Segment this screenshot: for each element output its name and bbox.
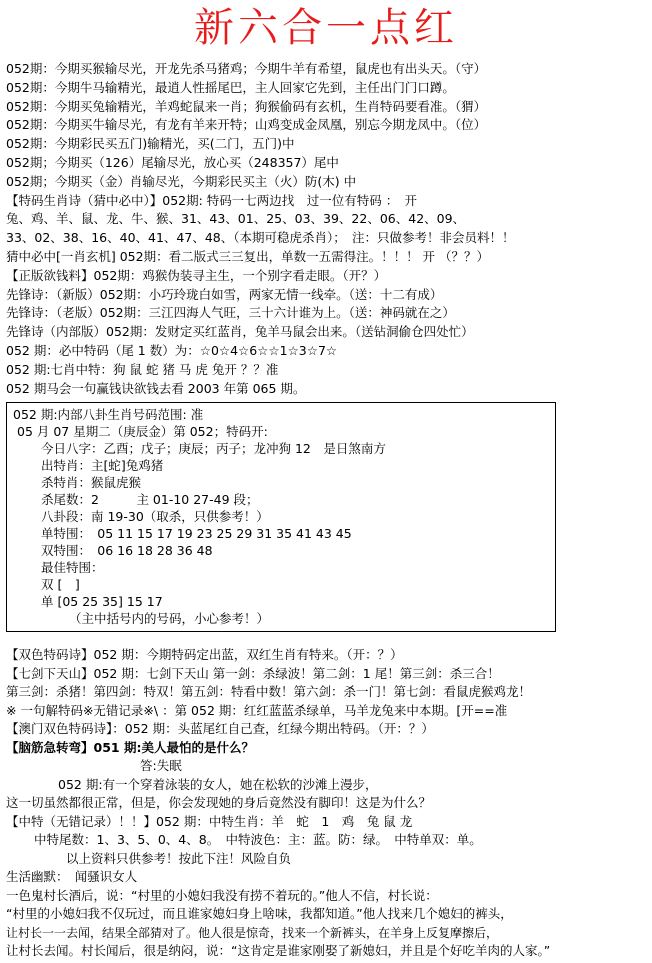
text-line: 让村长去闻。村长闻后，很是纳闷，说：“这肯定是谁家刚娶了新媳妇，并且是个好吃羊肉的人家。” <box>6 943 551 959</box>
text-line: 052 期：必中特码（尾 1 数）为：☆0☆4☆6☆☆1☆3☆7☆ <box>6 343 338 358</box>
page-title: 新六合一点红 <box>194 5 458 51</box>
text-line: 052期：今期彩民买五门)输精光，买(二门，五门)中 <box>6 136 295 152</box>
box-line: 双特围： 06 16 18 28 36 48 <box>41 543 213 559</box>
box-line: 杀特肖：猴鼠虎猴 <box>41 475 142 491</box>
text-line: 052期；今期买（126）尾输尽光，放心买（248357）尾中 <box>6 155 339 170</box>
text-line: “村里的小媳妇我不仅玩过，而且谁家媳妇身上啥味，我都知道。”他人找来几个媳妇的裤头， <box>6 906 513 922</box>
text-line: 052期：今期买猴输尽光，开龙先杀马猪鸡；今期牛羊有希望，鼠虎也有出头天。（守） <box>6 61 487 76</box>
text-line: 052 期马会一句赢钱诀欲钱去看 2003 年第 065 期。 <box>6 380 306 396</box>
text-line: 中特尾数：1、3、5、0、4、8。 中特波色：主：蓝。防：绿。 中特单双：单。 <box>34 832 482 848</box>
text-line: 052期：今期牛马输精光，最逍人性摇尾巴，主人回家它先到，主任出门门口蹲。 <box>6 79 455 95</box>
box-line: 052 期:内部八卦生肖号码范围: 准 <box>13 407 204 423</box>
text-line: 先锋诗：（新版）052期：小巧玲珑白如雪，两家无情一线牵。（送：十二有成） <box>6 286 443 302</box>
text-line: 【特码生肖诗（猜中必中）】052期: 特码一七两边找 过一位有特码 ： 开 <box>6 192 418 208</box>
text-line: 【澳门双色特码诗】：052 期：头蓝尾红自己查，红绿今期出特码。（开：？） <box>6 721 434 737</box>
text-line: 【脑筋急转弯】051 期:美人最怕的是什么？ <box>6 739 254 755</box>
text-line: 猜中必中[一肖玄机] 052期：看二版式三三复出，单数一五需得注。！！！ 开 （？？） <box>6 249 490 264</box>
box-line: 出特肖：主[蛇]兔鸡猪 <box>41 458 164 474</box>
text-line: 先锋诗（内部版）052期：发财定买红蓝肖，兔羊马鼠会出来。（送钻洞偷仓四处忙） <box>6 324 474 340</box>
text-line: 生活幽默： 闻骚识女人 <box>6 869 138 885</box>
text-line: 052期；今期买（金）肖输尽光，今期彩民买主（火）防(木) 中 <box>6 173 357 189</box>
box-line: 单特围： 05 11 15 17 19 23 25 29 31 35 41 43 45 <box>41 526 352 542</box>
text-line: 答:失眠 <box>140 758 182 774</box>
text-line: 先锋诗：（老版）052期：三江四海人气旺，三十六计谁为上。（送：神码就在之） <box>6 305 455 321</box>
box-line: 双 [ ] <box>41 577 80 593</box>
text-line: 兔、鸡、羊、鼠、龙、牛、猴、31、43、01、25、03、39、22、06、42、09、 <box>6 211 466 227</box>
text-line: 【七剑下天山】052 期：七剑下天山 第一剑：杀绿波！第二剑：1 尾！第三剑：杀三合！ <box>6 665 500 681</box>
box-line: 05 月 07 星期二（庚辰金）第 052；特码开: <box>17 424 268 440</box>
text-line: 以上资料只供参考！按此下注！风险自负 <box>66 850 292 866</box>
info-box <box>6 402 556 632</box>
box-line: 八卦段：南 19-30（取杀，只供参考！） <box>41 509 269 525</box>
box-line: 今日八字：乙酉；戊子；庚辰；丙子；龙冲狗 12 是日煞南方 <box>41 441 386 457</box>
text-line: 【双色特码诗】052 期：今期特码定出蓝，双红生肖有特来。（开：？） <box>6 647 403 663</box>
text-line: 052 期:七肖中特：狗 鼠 蛇 猪 马 虎 兔开 ？？准 <box>6 361 279 377</box>
box-line: （主中括号内的号码，小心参考！） <box>69 611 270 627</box>
text-line: 052期：今期买牛输尽光，有龙有羊来开特；山鸡变成金凤凰，别忘今期龙凤中。（位） <box>6 117 487 133</box>
text-line: 052期：今期买兔输精光，羊鸡蛇鼠来一肖；狗猴偷码有玄机，生肖特码要看准。（猬） <box>6 98 487 114</box>
text-line: 第三剑：杀猪！第四剑：特双！第五剑：特看中数！第六剑：杀一门！第七剑：看鼠虎猴鸡龙！ <box>6 684 532 700</box>
text-line: 052 期:有一个穿着泳装的女人，她在松软的沙滩上漫步， <box>58 776 378 792</box>
box-line: 最佳特围： <box>41 560 104 576</box>
box-line: 杀尾数：2 主 01-10 27-49 段； <box>41 492 259 508</box>
text-line: 【中特（无错记录）！！】052 期：中特生肖：羊 蛇 1 鸡 兔 鼠 龙 <box>6 813 413 829</box>
text-line: 让村长一一去闻，结果全部猜对了。他人很是惊奇，找来一个新裤头，在羊身上反复摩擦后， <box>6 925 499 940</box>
text-line: ※ 一句解特码※无错记录※\ ：第 052 期：红红蓝蓝杀绿单，马羊龙兔来中本期。[开==准 <box>6 702 508 718</box>
box-line: 单 [05 25 35] 15 17 <box>41 594 163 610</box>
text-line: 33、02、38、16、40、41、47、48、（本期可稳虎杀肖）； 注：只做参考！非会员料！！ <box>6 230 515 246</box>
text-line: 一色鬼村长酒后，说：“村里的小媳妇我没有捞不着玩的。”他人不信，村长说： <box>6 887 438 903</box>
text-line: 这一切虽然都很正常，但是，你会发现她的身后竟然没有脚印！这是为什么？ <box>6 795 432 811</box>
text-line: 【正版欲钱料】052期：鸡猴伪装寻主生，一个别字看走眼。（开？） <box>6 267 387 283</box>
